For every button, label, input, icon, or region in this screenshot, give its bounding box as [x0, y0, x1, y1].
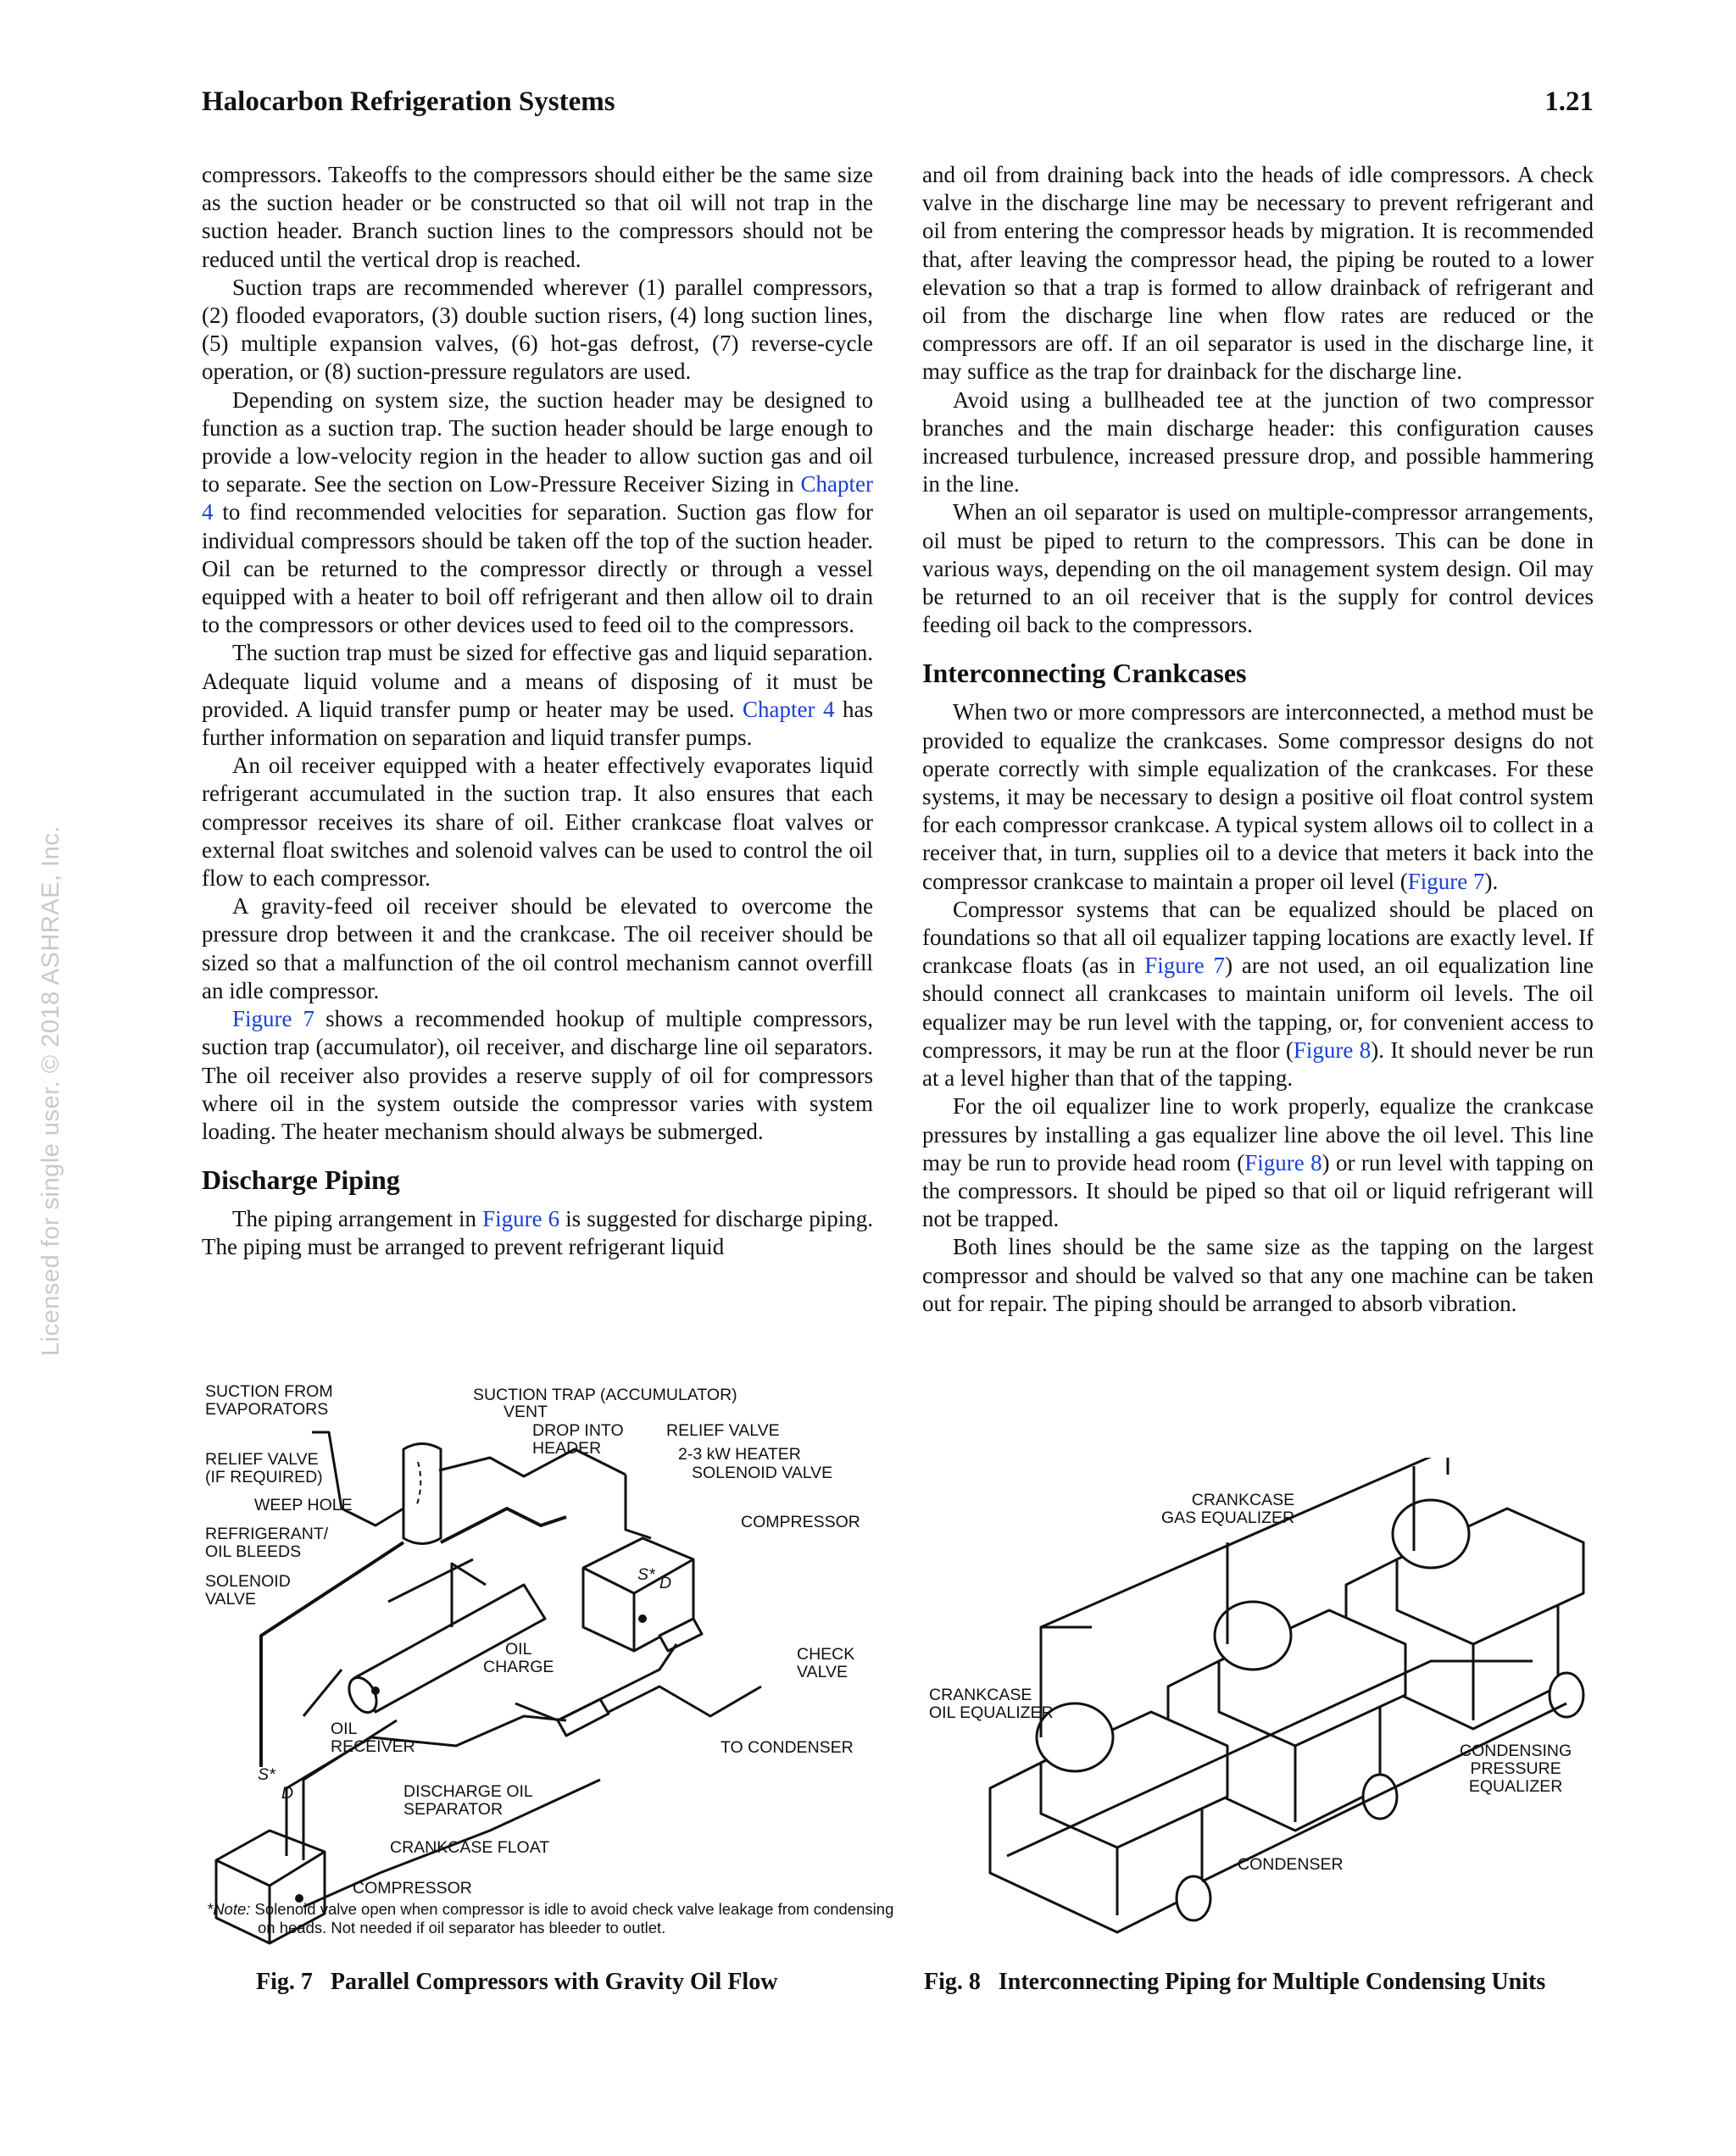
paragraph: and oil from draining back into the heads of idle compressors. A check valve in the discharge line may be necessary to prevent refrigerant and oil from entering the compressor heads by migration. It is recommended that, after leaving the compressor head, the piping be routed to a lower elevation so that a trap is formed to allow drainback of refrigerant and oil from the discharge line when flow rates are reduced or the compressors are off. If an oil separator is used in the discharge line, it may suffice as the trap for drainback for the discharge line.: [922, 162, 1594, 385]
label-condensing-pressure-equalizer: CONDENSING PRESSURE EQUALIZER: [1460, 1742, 1572, 1796]
paragraph: Suction traps are recommended wherever (1) parallel compressors, (2) flooded evaporators, (3) double suction risers, (4) long suction lines, (5) multiple expansion valves, (6) hot-gas defrost, (7) reverse-cycle operation, or (8) suction-pressure regulators are used.: [202, 274, 873, 385]
label-compressor-bottom: COMPRESSOR: [353, 1879, 472, 1898]
figure-6-link[interactable]: Figure 6: [482, 1206, 560, 1232]
right-column: [922, 161, 1594, 1318]
label-oil-receiver: OIL RECEIVER: [331, 1720, 415, 1756]
running-header: [202, 83, 1594, 120]
paragraph: Both lines should be the same size as the tapping on the largest compressor and should be valved so that any one machine can be taken out for repair. The piping should be arranged to absorb vibration.: [922, 1234, 1594, 1316]
label-relief-valve-required: RELIEF VALVE (IF REQUIRED): [205, 1450, 323, 1486]
paragraph: When two or more compressors are interconnected, a method must be provided to equalize the crankcases. Some compressor designs do not operate correctly with simple equalization of the crankcases. For these systems, it may be necessary to design a positive oil float control system for each compressor crankcase. A typical system allows oil to collect in a receiver that, in turn, supplies oil to a device that meters it back into the compressor crankcase to maintain a proper oil level (Figure 7).: [922, 699, 1594, 894]
label-crankcase-float: CRANKCASE FLOAT: [390, 1838, 550, 1857]
label-discharge-oil-separator: DISCHARGE OIL SEPARATOR: [403, 1782, 533, 1819]
label-solenoid-valve-left: SOLENOID VALVE: [205, 1572, 291, 1609]
label-suction-from-evaporators: SUCTION FROM EVAPORATORS: [205, 1382, 333, 1419]
label-crankcase-oil-equalizer: CRANKCASE OIL EQUALIZER: [929, 1686, 1054, 1722]
label-compressor-right: COMPRESSOR: [741, 1513, 860, 1531]
section-heading-discharge-piping: Discharge Piping: [202, 1164, 400, 1196]
figure-7-link[interactable]: Figure 7: [1144, 953, 1226, 979]
figure-7-note: *Note: Solenoid valve open when compressor is idle to avoid check valve leakage from condensing on heads. Not needed if oil separator has bleeder to outlet.: [207, 1900, 894, 1937]
label-to-condenser: TO CONDENSER: [721, 1738, 854, 1757]
paragraph: A gravity-feed oil receiver should be elevated to overcome the pressure drop between it and the crankcase. The oil receiver should be sized so that a malfunction of the oil control mechanism cannot overfill an idle compressor.: [202, 893, 873, 1003]
figure-7-diagram: [202, 1381, 894, 1958]
label-crankcase-gas-equalizer: CRANKCASE GAS EQUALIZER: [1161, 1491, 1295, 1527]
paragraph: When an oil separator is used on multiple-compressor arrangements, oil must be piped to return to the compressors. This can be done in various ways, depending on the oil management system design. Oil may be returned to an oil receiver that is the supply for control devices feeding oil back to the compressors.: [922, 499, 1594, 638]
figure-8-link[interactable]: Figure 8: [1244, 1149, 1322, 1175]
label-relief-valve-top: RELIEF VALVE: [666, 1421, 780, 1440]
label-d-bottom: D: [281, 1784, 294, 1803]
label-refrigerant-oil-bleeds: REFRIGERANT/ OIL BLEEDS: [205, 1525, 329, 1561]
paragraph: The suction trap must be sized for effective gas and liquid separation. Adequate liquid volume and a means of disposing of it must be provided. A liquid transfer pump or heater may be used. Chapter 4 has further information on separation and liquid transfer pumps.: [202, 640, 873, 751]
figure-8-caption: Fig. 8 Interconnecting Piping for Multiple Condensing Units: [924, 1969, 1546, 1995]
chapter-4-link[interactable]: Chapter 4: [742, 696, 835, 722]
left-column: [202, 161, 873, 1262]
figure-7-caption: Fig. 7 Parallel Compressors with Gravity Oil Flow: [256, 1969, 778, 1995]
running-title: Halocarbon Refrigeration Systems: [202, 86, 615, 117]
label-solenoid-valve-top: SOLENOID VALVE: [692, 1464, 833, 1482]
page-number: 1.21: [1544, 86, 1594, 117]
figure-7-link[interactable]: Figure 7: [232, 1006, 315, 1032]
label-s-star-right: S*: [637, 1565, 655, 1584]
paragraph: For the oil equalizer line to work properly, equalize the crankcase pressures by installing a gas equalizer line above the oil level. This line may be run to provide head room (Figure 8) or run level with tapping on the compressors. It should be piped so that oil or liquid refrigerant will not be trapped.: [922, 1093, 1594, 1232]
paragraph: The piping arrangement in Figure 6 is suggested for discharge piping. The piping must be arranged to prevent refrigerant liquid: [202, 1206, 873, 1260]
paragraph: Figure 7 shows a recommended hookup of multiple compressors, suction trap (accumulator), oil receiver, and discharge line oil separators. The oil receiver also provides a reserve supply of oil for compressors where oil in the system outside the compressor varies with system loading. The heater mechanism should always be submerged.: [202, 1006, 873, 1144]
paragraph: Depending on system size, the suction header may be designed to function as a suction trap. The suction header should be large enough to provide a low-velocity region in the header to allow suction gas and oil to separate. See the section on Low-Pressure Receiver Sizing in Chapter 4 to find recommended velocities for separation. Suction gas flow for individual compressors should be taken off the top of the suction header. Oil can be returned to the compressor directly or through a vessel equipped with a heater to boil off refrigerant and then allow oil to drain to the compressors or other devices used to feed oil to the compressors.: [202, 386, 873, 638]
paragraph: Compressor systems that can be equalized should be placed on foundations so that all oil equalizer tapping locations are exactly level. If crankcase floats (as in Figure 7) are not used, an oil equalization line should connect all crankcases to maintain uniform oil levels. The oil equalizer may be run level with the tapping, or, for convenient access to compressors, it may be run at the floor (Figure 8). It should never be run at a level higher than that of the tapping.: [922, 896, 1594, 1092]
license-watermark: Licensed for single user. © 2018 ASHRAE, Inc.: [37, 825, 64, 1356]
label-vent: VENT: [504, 1403, 548, 1421]
label-oil-charge: OIL CHARGE: [483, 1640, 554, 1676]
label-suction-trap: SUCTION TRAP (ACCUMULATOR): [473, 1386, 737, 1404]
section-heading-interconnecting-crankcases: Interconnecting Crankcases: [922, 658, 1247, 689]
label-weep-hole: WEEP HOLE: [254, 1496, 353, 1514]
paragraph: Avoid using a bullheaded tee at the junction of two compressor branches and the main discharge header: this configuration causes increased turbulence, increased pressure drop, and possible hammering in the line.: [922, 386, 1594, 497]
figure-7-link[interactable]: Figure 7: [1407, 868, 1485, 894]
label-s-star-bottom: S*: [258, 1765, 275, 1784]
chapter-4-link[interactable]: Chapter 4: [202, 471, 873, 525]
paragraph: An oil receiver equipped with a heater effectively evaporates liquid refrigerant accumulated in the suction trap. It also ensures that each compressor receives its share of oil. Either crankcase float valves or external float switches and solenoid valves can be used to control the oil flow to each compressor.: [202, 753, 873, 892]
label-heater: 2-3 kW HEATER: [678, 1445, 801, 1464]
label-drop-into-header: DROP INTO HEADER: [532, 1421, 624, 1458]
paragraph: compressors. Takeoffs to the compressors should either be the same size as the suction header or be constructed so that oil will not trap in the suction header. Branch suction lines to the compressors should not be reduced until the vertical drop is reached.: [202, 162, 873, 272]
label-d-right: D: [659, 1574, 672, 1592]
label-condenser: CONDENSER: [1238, 1855, 1344, 1874]
label-check-valve: CHECK VALVE: [797, 1645, 855, 1681]
figure-8-diagram: [922, 1458, 1600, 1958]
figure-8-link[interactable]: Figure 8: [1293, 1036, 1372, 1063]
